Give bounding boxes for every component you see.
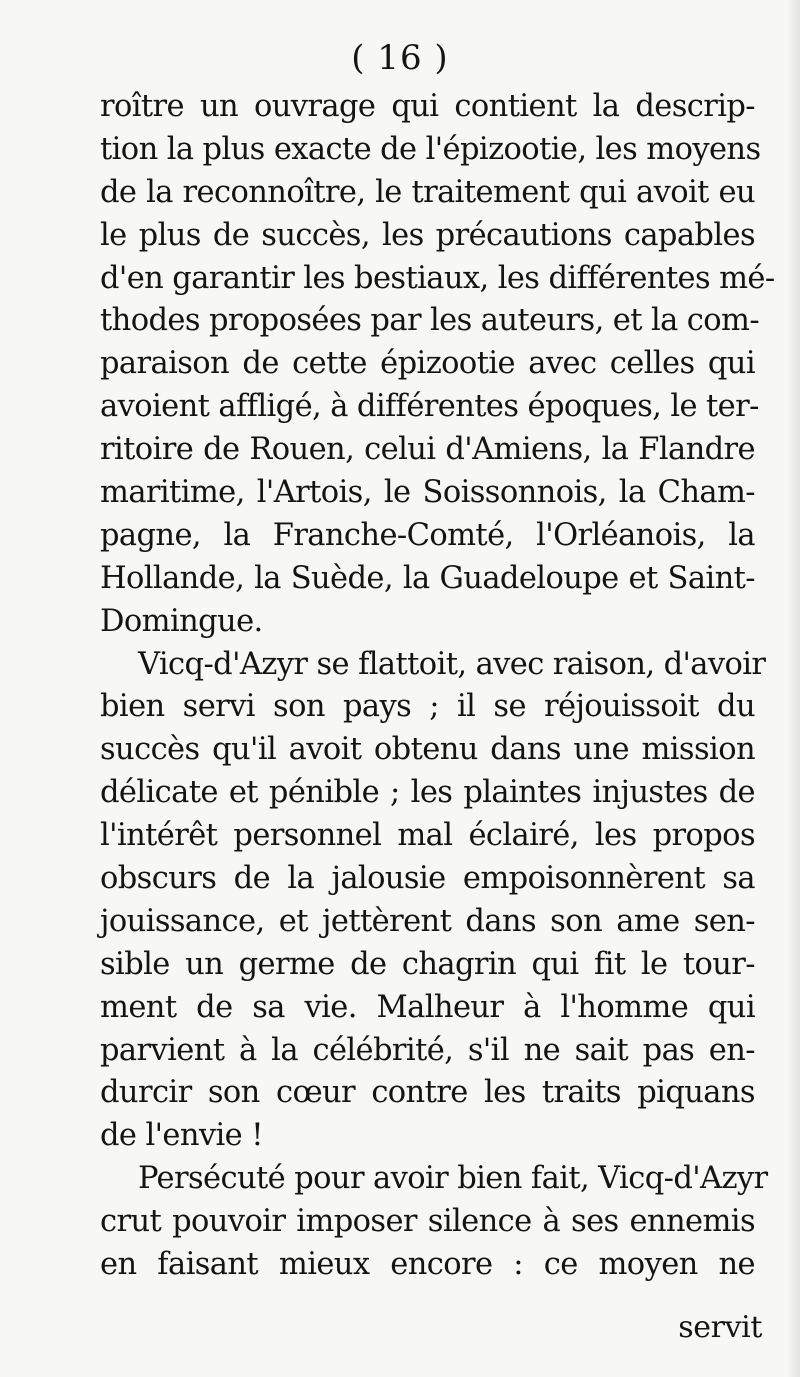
text-line: sible un germe de chagrin qui fit le tour- xyxy=(100,946,755,982)
body-text xyxy=(100,86,775,1287)
text-line: jouissance, et jettèrent dans son ame sen- xyxy=(100,903,755,939)
text-line: Vicq-d'Azyr se flattoit, avec raison, d'avoir xyxy=(138,646,766,682)
text-line: pagne, la Franche-Comté, l'Orléanois, la xyxy=(100,517,755,553)
text-line: roître un ouvrage qui contient la descrip- xyxy=(100,89,755,124)
text-line: d'en garantir les bestiaux, les différentes mé- xyxy=(100,260,775,296)
text-line: de l'envie ! xyxy=(100,1118,263,1154)
text-line: avoient affligé, à différentes époques, le ter- xyxy=(100,389,759,425)
paragraph-3 xyxy=(100,1158,768,1287)
text-line: Hollande, la Suède, la Guadeloupe et Saint- xyxy=(100,560,755,596)
catchword: servit xyxy=(678,1310,762,1345)
paragraph-2 xyxy=(100,644,766,1159)
paragraph-1 xyxy=(100,86,775,644)
text-line: ment de sa vie. Malheur à l'homme qui xyxy=(100,989,755,1025)
text-line: crut pouvoir imposer silence à ses ennemis xyxy=(100,1204,755,1240)
page-edge-shadow xyxy=(786,0,800,1377)
text-line: délicate et pénible ; les plaintes injustes de xyxy=(100,775,755,811)
text-line: en faisant mieux encore : ce moyen ne xyxy=(100,1247,755,1283)
text-line: bien servi son pays ; il se réjouissoit du xyxy=(100,689,755,725)
text-line: Persécuté pour avoir bien fait, Vicq-d'Azyr xyxy=(138,1161,768,1197)
text-line: ritoire de Rouen, celui d'Amiens, la Flandre xyxy=(100,432,755,468)
text-line: l'intérêt personnel mal éclairé, les propos xyxy=(100,818,755,854)
text-line: obscurs de la jalousie empoisonnèrent sa xyxy=(100,861,755,897)
text-line: maritime, l'Artois, le Soissonnois, la Cham- xyxy=(100,475,755,511)
text-line: succès qu'il avoit obtenu dans une mission xyxy=(100,732,755,768)
text-line: durcir son cœur contre les traits piquans xyxy=(100,1075,755,1111)
text-line: le plus de succès, les précautions capables xyxy=(100,217,755,253)
text-line: thodes proposées par les auteurs, et la com- xyxy=(100,303,760,339)
text-line: tion la plus exacte de l'épizootie, les moyens xyxy=(100,131,761,167)
text-line: Domingue. xyxy=(100,603,263,639)
text-line: de la reconnoître, le traitement qui avoit eu xyxy=(100,174,755,210)
text-line: parvient à la célébrité, s'il ne sait pas en- xyxy=(100,1032,755,1068)
text-line: paraison de cette épizootie avec celles qui xyxy=(100,346,755,382)
page-number: ( 16 ) xyxy=(351,38,449,78)
